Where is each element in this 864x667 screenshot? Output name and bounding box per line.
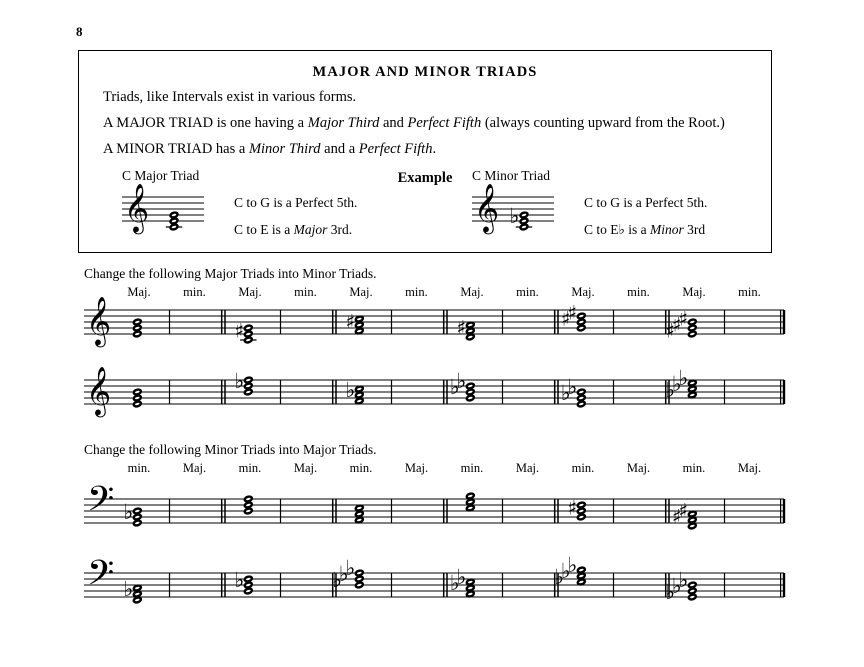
example-staff — [122, 183, 204, 241]
flat-sign-icon: ♭ — [449, 571, 460, 595]
theory-line-1-text: Triads, like Intervals exist in various forms. — [103, 89, 357, 105]
flat-sign-icon: ♭ — [665, 580, 676, 604]
measure-label: min. — [127, 461, 151, 475]
theory-line-2 — [103, 114, 771, 133]
measure-label: Maj. — [404, 461, 429, 475]
exercise-2-system-2[interactable] — [84, 552, 784, 619]
music-staff — [84, 552, 784, 619]
exercise-2-heading: Change the following Minor Triads into Major Triads. — [84, 442, 377, 457]
measure-label: Maj. — [626, 461, 651, 475]
sharp-sign-icon: ♯ — [567, 496, 578, 520]
exercise-2-labels — [84, 461, 784, 489]
theory-line-3-a: A MINOR TRIAD has a — [103, 141, 249, 158]
measure-label: min. — [682, 461, 706, 475]
measure-label: Maj. — [182, 461, 207, 475]
measure-label: Maj. — [571, 285, 595, 299]
measure-label: Maj. — [515, 461, 540, 475]
example-heading: Example — [397, 170, 453, 187]
example-c-minor-text-2 — [584, 222, 707, 238]
measure-label: min. — [627, 285, 650, 299]
example-c-minor-text-2b: Minor — [650, 222, 684, 237]
example-c-major-text-2a: C to E is a — [234, 222, 294, 237]
exercise-1-labels — [84, 285, 784, 300]
flat-sign-icon: ♭ — [671, 372, 682, 396]
example-c-minor-caption: C Minor Triad — [472, 168, 551, 183]
flat-sign-icon: ♭ — [456, 565, 467, 589]
flat-sign-icon: ♭ — [567, 375, 578, 399]
example-c-major-staff — [122, 183, 204, 241]
theory-line-2-c: and — [379, 115, 408, 132]
measure-label: min. — [571, 461, 595, 475]
measure-label: min. — [405, 285, 428, 299]
music-staff — [84, 478, 784, 545]
exercise-1 — [84, 266, 784, 426]
bass-clef-icon: 𝄢 — [87, 478, 115, 529]
flat-sign-icon: ♭ — [554, 565, 565, 589]
measure-label: min. — [738, 285, 761, 299]
flat-sign-icon: ♭ — [560, 559, 571, 583]
flat-sign-icon: ♭ — [338, 562, 349, 586]
measure-label: min. — [460, 461, 484, 475]
treble-clef-icon: 𝄞 — [124, 183, 150, 234]
measure-label: min. — [516, 285, 539, 299]
flat-sign-icon: ♭ — [123, 500, 134, 524]
treble-clef-icon: 𝄞 — [86, 366, 112, 417]
flat-sign-icon: ♭ — [678, 366, 689, 390]
theory-line-3 — [103, 140, 771, 159]
sharp-sign-icon: ♯ — [560, 307, 571, 331]
flat-sign-icon: ♭ — [234, 568, 245, 592]
flat-sign-icon: ♭ — [671, 574, 682, 598]
theory-line-3-perfect-fifth: Perfect Fifth — [358, 141, 433, 158]
exercise-1-heading: Change the following Major Triads into Minor Triads. — [84, 266, 377, 281]
measure-label: Maj. — [127, 285, 151, 299]
flat-sign-icon: ♭ — [456, 369, 467, 393]
flat-sign-icon: ♭ — [449, 375, 460, 399]
example-c-major-text-2 — [234, 222, 357, 238]
example-c-major-text-2b: Major — [293, 222, 328, 237]
sharp-sign-icon: ♯ — [234, 319, 245, 343]
treble-clef-icon: 𝄞 — [474, 183, 500, 234]
flat-sign-icon: ♭ — [509, 204, 520, 228]
measure-label: Maj. — [737, 461, 762, 475]
theory-line-3-minor-third: Minor Third — [248, 141, 321, 158]
example-c-minor-text-2c: 3rd — [683, 222, 706, 237]
theory-line-2-a: A MAJOR TRIAD is one having a — [103, 115, 308, 132]
music-staff — [84, 296, 784, 356]
flat-sign-icon: ♭ — [665, 378, 676, 402]
theory-line-3-e: . — [432, 141, 437, 158]
treble-clef-icon: 𝄞 — [86, 296, 112, 347]
example-c-major-caption: C Major Triad — [122, 168, 200, 183]
measure-label: min. — [349, 461, 373, 475]
flat-sign-icon: ♭ — [332, 568, 343, 592]
bass-clef-icon: 𝄢 — [87, 552, 115, 603]
theory-box-title: MAJOR AND MINOR TRIADS — [312, 64, 538, 80]
example-c-minor-text-1: C to G is a Perfect 5th. — [584, 195, 708, 210]
sharp-sign-icon: ♯ — [671, 313, 682, 337]
sharp-sign-icon: ♯ — [671, 505, 682, 529]
flat-sign-icon: ♭ — [567, 553, 578, 577]
measure-label: Maj. — [349, 285, 373, 299]
flat-sign-icon: ♭ — [345, 556, 356, 580]
example-c-minor — [472, 168, 707, 249]
example-c-minor-staff — [472, 183, 554, 241]
flat-sign-icon: ♭ — [234, 369, 245, 393]
measure-label: min. — [183, 285, 206, 299]
exercise-2 — [84, 442, 784, 619]
flat-sign-icon: ♭ — [678, 568, 689, 592]
measure-label: Maj. — [460, 285, 484, 299]
sharp-sign-icon: ♯ — [345, 310, 356, 334]
example-c-major-text-2c: 3rd. — [327, 222, 353, 237]
page-number: 8 — [76, 24, 83, 39]
theory-line-1 — [103, 88, 771, 107]
exercise-1-system-1[interactable] — [84, 296, 784, 356]
example-c-minor-text-2a: C to E♭ is a — [584, 222, 650, 237]
sharp-sign-icon: ♯ — [678, 499, 689, 523]
sharp-sign-icon: ♯ — [665, 319, 675, 343]
example-c-major — [122, 168, 357, 249]
measure-label: Maj. — [293, 461, 318, 475]
theory-line-2-major-third: Major Third — [307, 115, 380, 132]
exercise-2-system-1[interactable] — [84, 478, 784, 545]
measure-label: Maj. — [238, 285, 262, 299]
flat-sign-icon: ♭ — [123, 577, 134, 601]
measure-label: min. — [238, 461, 262, 475]
sharp-sign-icon: ♯ — [456, 316, 467, 340]
flat-sign-icon: ♭ — [345, 378, 356, 402]
example-staff — [472, 183, 554, 241]
sharp-sign-icon: ♯ — [678, 307, 689, 331]
example-c-major-text-1: C to G is a Perfect 5th. — [234, 195, 358, 210]
sharp-sign-icon: ♯ — [567, 301, 578, 325]
music-staff — [84, 366, 784, 426]
measure-label: Maj. — [682, 285, 706, 299]
theory-line-2-e: (always counting upward from the Root.) — [481, 115, 725, 132]
exercise-1-system-2[interactable] — [84, 366, 784, 426]
flat-sign-icon: ♭ — [560, 381, 571, 405]
measure-label: min. — [294, 285, 317, 299]
theory-line-3-c: and a — [320, 141, 359, 158]
theory-line-2-perfect-fifth: Perfect Fifth — [407, 115, 482, 132]
